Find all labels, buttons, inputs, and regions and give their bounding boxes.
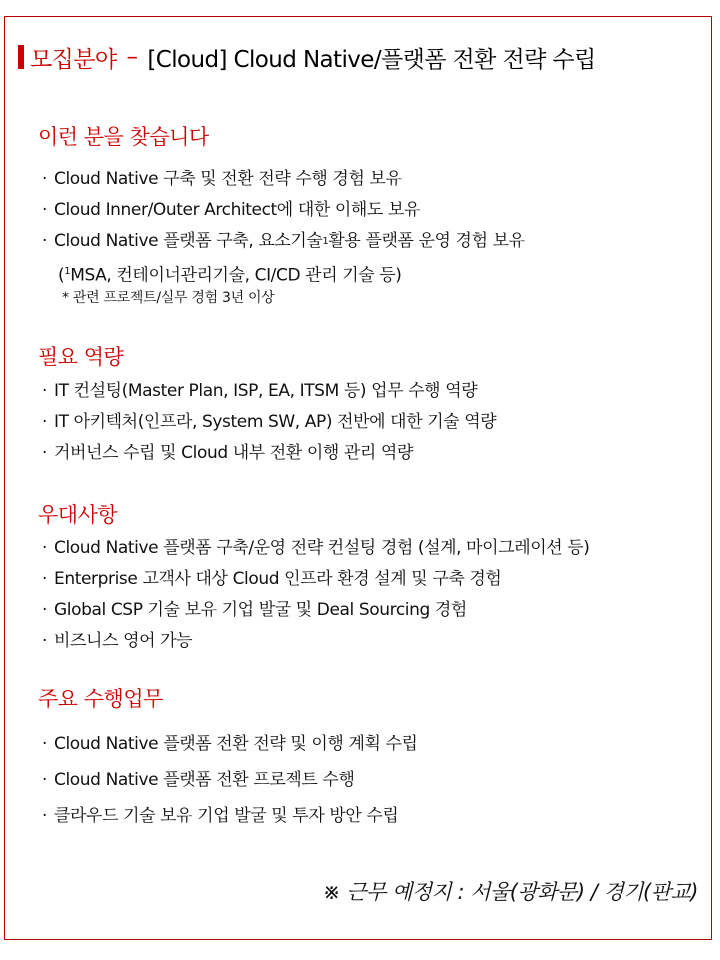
list-item: · IT 아키텍처(인프라, System SW, AP) 전반에 대한 기술 역량 xyxy=(38,407,496,438)
section-preferred xyxy=(38,500,590,657)
bullet: · xyxy=(42,538,48,558)
section-duties xyxy=(38,684,418,834)
section-heading: 우대사항 xyxy=(38,503,118,527)
list-item: · 거버넌스 수립 및 Cloud 내부 전환 이행 관리 역량 xyxy=(38,438,496,469)
bullet: · xyxy=(42,569,48,589)
section-heading: 이런 분을 찾습니다 xyxy=(38,125,209,149)
bullet: · xyxy=(42,231,48,251)
footnote-line: ($^1$MSA, 컨테이너관리기술, CI/CD 관리 기술 등) xyxy=(58,265,402,286)
title-marker-bar xyxy=(18,45,24,69)
bullet: · xyxy=(42,412,48,432)
page-title xyxy=(18,40,596,74)
list-item: · Cloud Inner/Outer Architect에 대한 이해도 보유 xyxy=(38,195,525,226)
bullet: · xyxy=(42,200,48,220)
title-main: [Cloud] Cloud Native/플랫폼 전환 전략 수립 xyxy=(147,46,596,73)
footnote-mark: 1 xyxy=(322,236,329,247)
section-heading: 주요 수행업무 xyxy=(38,687,163,711)
title-separator: – xyxy=(126,44,138,70)
list-item: · Cloud Native 플랫폼 전환 프로젝트 수행 xyxy=(38,762,418,798)
section-heading: 필요 역량 xyxy=(38,345,124,369)
work-location-note: ※ 근무 예정지 : 서울(광화문) / 경기(판교) xyxy=(322,880,698,904)
bullet: · xyxy=(42,631,48,651)
list-item: · Cloud Native 플랫폼 전환 전략 및 이행 계획 수립 xyxy=(38,726,418,762)
duty-list xyxy=(38,726,418,834)
list-item: · IT 컨설팅(Master Plan, ISP, EA, ITSM 등) 업무 수행 역량 xyxy=(38,376,496,407)
preferred-list xyxy=(38,533,590,657)
list-item: · Global CSP 기술 보유 기업 발굴 및 Deal Sourcing 경험 xyxy=(38,595,590,626)
list-item: · Cloud Native 플랫폼 구축, 요소기술 1 활용 플랫폼 운영 경험 보유 xyxy=(38,226,525,257)
list-item: · Cloud Native 플랫폼 구축/운영 전략 컨설팅 경험 (설계, 마이그레이션 등) xyxy=(38,533,590,564)
title-prefix: 모집분야 xyxy=(30,46,117,73)
list-item: · Cloud Native 구축 및 전환 전략 수행 경험 보유 xyxy=(38,164,525,195)
bullet: · xyxy=(42,381,48,401)
section-capabilities xyxy=(38,342,496,469)
experience-note: * 관련 프로젝트/실무 경험 3년 이상 xyxy=(62,290,275,306)
requirement-list xyxy=(38,164,525,257)
bullet: · xyxy=(42,600,48,620)
footnote-mark: 1 xyxy=(64,266,71,277)
list-item: · 비즈니스 영어 가능 xyxy=(38,626,590,657)
list-item: · 클라우드 기술 보유 기업 발굴 및 투자 방안 수립 xyxy=(38,798,418,834)
bullet: · xyxy=(42,443,48,463)
list-item: · Enterprise 고객사 대상 Cloud 인프라 환경 설계 및 구축 경험 xyxy=(38,564,590,595)
bullet: · xyxy=(42,770,48,790)
bullet: · xyxy=(42,806,48,826)
bullet: · xyxy=(42,734,48,754)
capability-list xyxy=(38,376,496,469)
bullet: · xyxy=(42,169,48,189)
section-candidates xyxy=(38,122,525,310)
